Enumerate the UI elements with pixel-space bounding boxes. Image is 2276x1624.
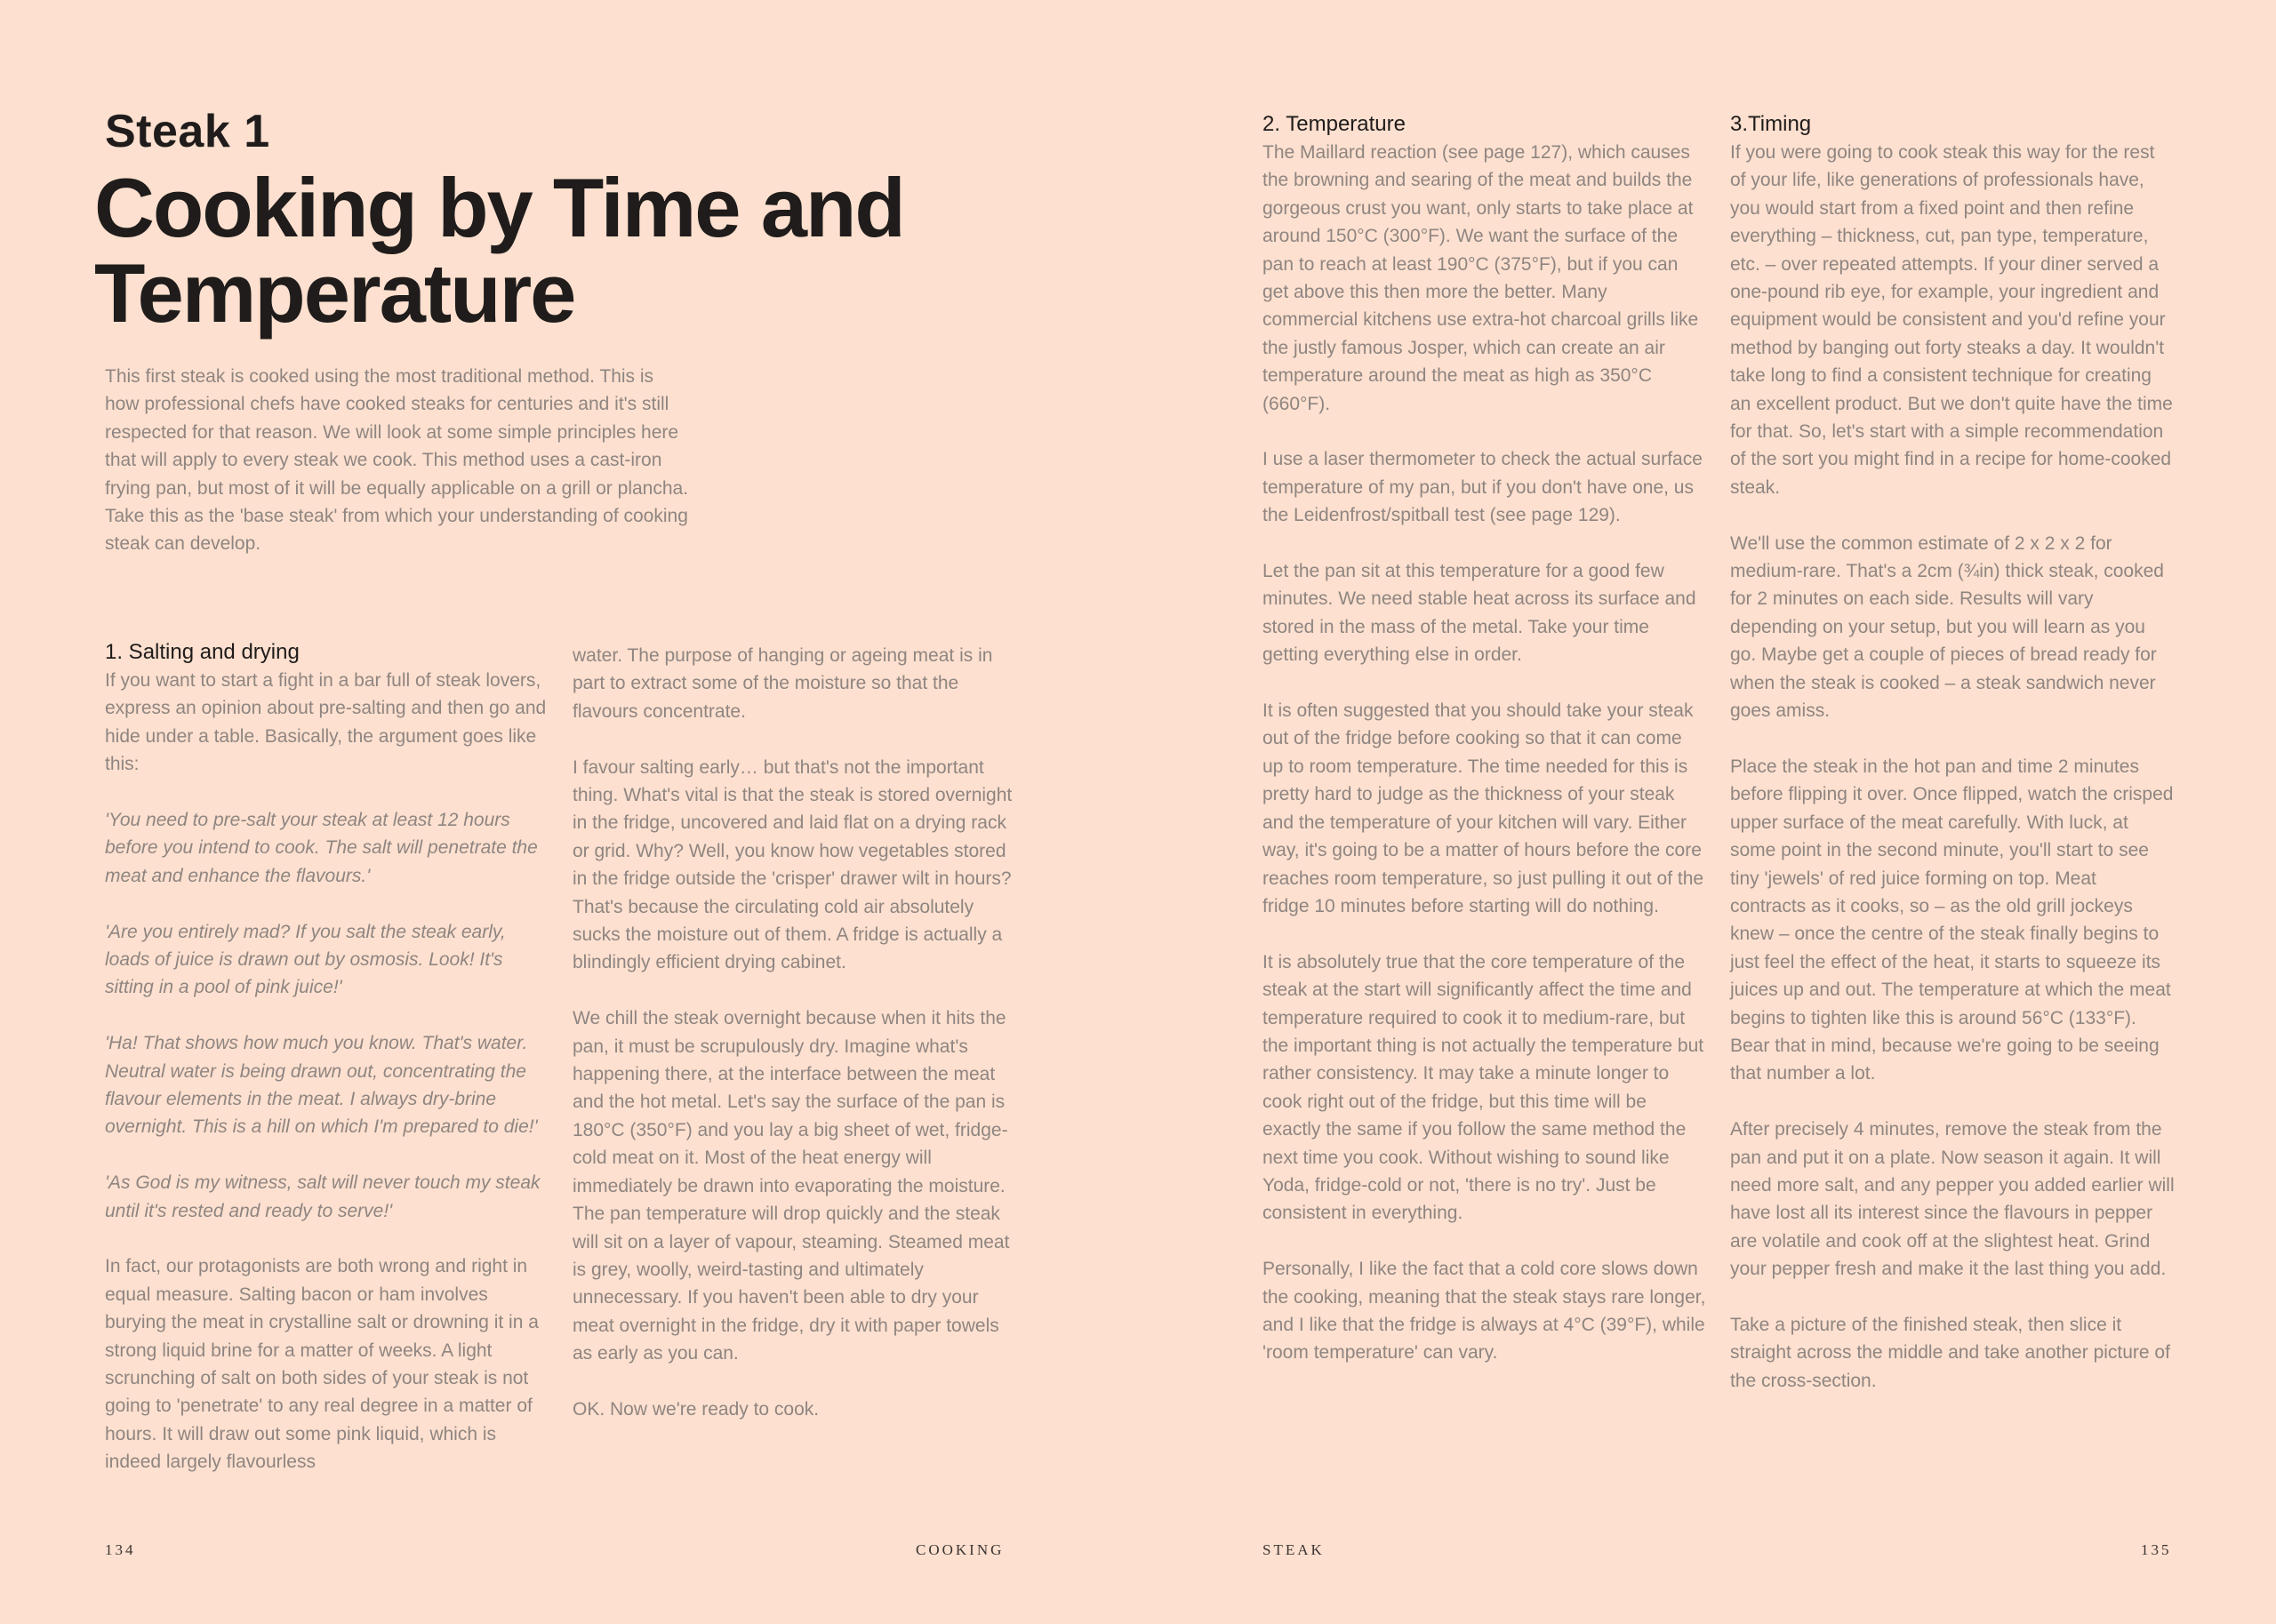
body-paragraph: Let the pan sit at this temperature for a good few minutes. We need stable heat across its surface and stored in the mass of the metal. Take your time getting everything else in order. xyxy=(1262,561,1696,666)
section-heading-timing: 3.Timing xyxy=(1730,112,1812,136)
body-paragraph: Personally, I like the fact that a cold core slows down the cooking, meaning that the steak stays rare longer, and I like that the fridge is always at 4°C (39°F), while 'room temperature' can vary. xyxy=(1262,1259,1706,1364)
body-paragraph: I use a laser thermometer to check the actual surface temperature of my pan, but if you don't have one, us the Leidenfrost/spitball test (see page 129). xyxy=(1262,449,1703,526)
running-footer-left: COOKING xyxy=(916,1541,1005,1558)
body-paragraph: OK. Now we're ready to cook. xyxy=(573,1398,820,1420)
intro-paragraph: This first steak is cooked using the most traditional method. This is how professional chefs have cooked steaks for centuries and it's still respected for that reason. We will look at some simple principles here that will apply to every steak we cook. This method uses a cast-iron frying pan, but most of it will be equally applicable on a grill or plancha. Take this as the 'base steak' from which your understanding of cooking steak can develop. xyxy=(105,366,689,555)
body-paragraph: In fact, our protagonists are both wrong and right in equal measure. Salting bacon or ham involves burying the meat in crystalline salt or drowning it in a strong liquid brine for a matter of weeks. A light scrunching of salt on both sides of your steak is not going to 'penetrate' to any real degree in a matter of hours. It will draw out some pink liquid, which is indeed largely flavourless xyxy=(105,1256,539,1473)
body-paragraph: If you were going to cook steak this way for the rest of your life, like generations of professionals have, you would start from a fixed point and then refine everything – thickness, cut, pan type, temperature, etc. – over repeated attempts. If your diner served a one-pound rib eye, for example, your ingredient and equipment would be consistent and you'd refine your method by banging out forty steaks a day. It wouldn't take long to find a consistent technique for creating an excellent product. But we don't quite have the time for that. So, let's start with a simple recommendation of the sort you might find in a recipe for home-cooked steak. xyxy=(1730,142,2173,498)
section-heading-salting: 1. Salting and drying xyxy=(105,640,300,664)
body-paragraph: The Maillard reaction (see page 127), which causes the browning and searing of the meat and builds the gorgeous crust you want, only starts to take place at around 150°C (300°F). We want the surface of the pan to reach at least 190°C (375°F), but if you can get above this then more the better. Many commercial kitchens use extra-hot charcoal grills like the justly famous Josper, which can create an air temperature around the meat as high as 350°C (660°F). xyxy=(1262,142,1699,414)
body-paragraph: water. The purpose of hanging or ageing meat is in part to extract some of the moisture so that the flavours concentrate. xyxy=(573,645,993,722)
body-paragraph: Take a picture of the finished steak, then slice it straight across the middle and take another picture of the cross-section. xyxy=(1730,1315,2170,1391)
body-paragraph: Place the steak in the hot pan and time 2 minutes before flipping it over. Once flipped, watch the crisped upper surface of the meat carefully. With luck, at some point in the second minute, you'll start to see tiny 'jewels' of red juice forming on top. Meat contracts as it cooks, so – as the old grill jockeys knew – once the centre of the steak finally begins to just feel the effect of the heat, it starts to squeeze its juices up and out. The temperature at which the meat begins to tighten like this is around 56°C (133°F). Bear that in mind, because we're going to be seeing that number a lot. xyxy=(1730,756,2174,1084)
page-number-left: 134 xyxy=(105,1541,136,1558)
quote-paragraph: 'You need to pre-salt your steak at least 12 hours before you intend to cook. The salt will penetrate the meat and enhance the flavours.' xyxy=(105,810,538,886)
right-page xyxy=(1138,0,2276,1624)
body-paragraph: After precisely 4 minutes, remove the steak from the pan and put it on a plate. Now season it again. It will need more salt, and any pepper you added earlier will have lost all its interest since the flavours in pepper are volatile and cook off at the slightest heat. Grind your pepper fresh and make it the last thing you add. xyxy=(1730,1119,2175,1280)
body-paragraph: We chill the steak overnight because when it hits the pan, it must be scrupulously dry. Imagine what's happening there, at the interface between the meat and the hot metal. Let's say the surface of the pan is 180°C (350°F) and you lay a big sheet of wet, fridge-cold meat on it. Most of the heat energy will immediately be drawn into evaporating the moisture. The pan temperature will drop quickly and the steak will sit on a layer of vapour, steaming. Steamed meat is grey, woolly, weird-tasting and ultimately unnecessary. If you haven't been able to dry your meat overnight in the fridge, dry it with paper towels as early as you can. xyxy=(573,1008,1010,1364)
chapter-kicker: Steak 1 xyxy=(105,106,270,157)
text-column-4 xyxy=(1730,110,2175,1423)
body-paragraph: If you want to start a fight in a bar full of steak lovers, express an opinion about pre-salting and then go and hide under a table. Basically, the argument goes like this: xyxy=(105,670,547,775)
text-column-1 xyxy=(105,638,549,1504)
page-title: Cooking by Time and Temperature xyxy=(94,161,904,340)
running-footer-right: STEAK xyxy=(1262,1541,1325,1558)
text-column-2 xyxy=(573,642,1017,1452)
body-paragraph: It is absolutely true that the core temperature of the steak at the start will significantly affect the time and temperature required to cook it to medium-rare, but the important thing is not actually the temperature but rather consistency. It may take a minute longer to cook right out of the fridge, but this time will be exactly the same if you follow the same method the next time you cook. Without wishing to sound like Yoda, fridge-cold or not, 'there is no try'. Just be consistent in everything. xyxy=(1262,951,1704,1224)
text-column-3 xyxy=(1262,110,1707,1395)
quote-paragraph: 'Are you entirely mad? If you salt the steak early, loads of juice is drawn out by osmosis. Look! It's sitting in a pool of pink juice!' xyxy=(105,921,506,998)
body-paragraph: I favour salting early… but that's not the important thing. What's vital is that the steak is stored overnight in the fridge, uncovered and laid flat on a drying rack or grid. Why? Well, you know how vegetables stored in the fridge outside the 'crisper' drawer wilt in hours? That's because the circulating cold air absolutely sucks the moisture out of them. A fridge is actually a blindingly efficient drying cabinet. xyxy=(573,756,1013,973)
quote-paragraph: 'As God is my witness, salt will never touch my steak until it's rested and ready to serve!' xyxy=(105,1172,541,1221)
body-paragraph: It is often suggested that you should take your steak out of the fridge before cooking so that it can come up to room temperature. The time needed for this is pretty hard to judge as the thickness of your steak and the temperature of your kitchen will vary. Either way, it's going to be a matter of hours before the core reaches room temperature, so just pulling it out of the fridge 10 minutes before starting will do nothing. xyxy=(1262,700,1704,916)
page-number-right: 135 xyxy=(2141,1541,2172,1558)
body-paragraph: We'll use the common estimate of 2 x 2 x 2 for medium-rare. That's a 2cm (¾in) thick steak, cooked for 2 minutes on each side. Results will vary depending on your setup, but you will learn as you go. Maybe get a couple of pieces of bread ready for when the steak is cooked – a steak sandwich never goes amiss. xyxy=(1730,532,2164,722)
quote-paragraph: 'Ha! That shows how much you know. That's water. Neutral water is being drawn out, concentrating the flavour elements in the meat. I always dry-brine overnight. This is a hill on which I'm prepared to die!' xyxy=(105,1033,538,1138)
section-heading-temperature: 2. Temperature xyxy=(1262,112,1406,136)
